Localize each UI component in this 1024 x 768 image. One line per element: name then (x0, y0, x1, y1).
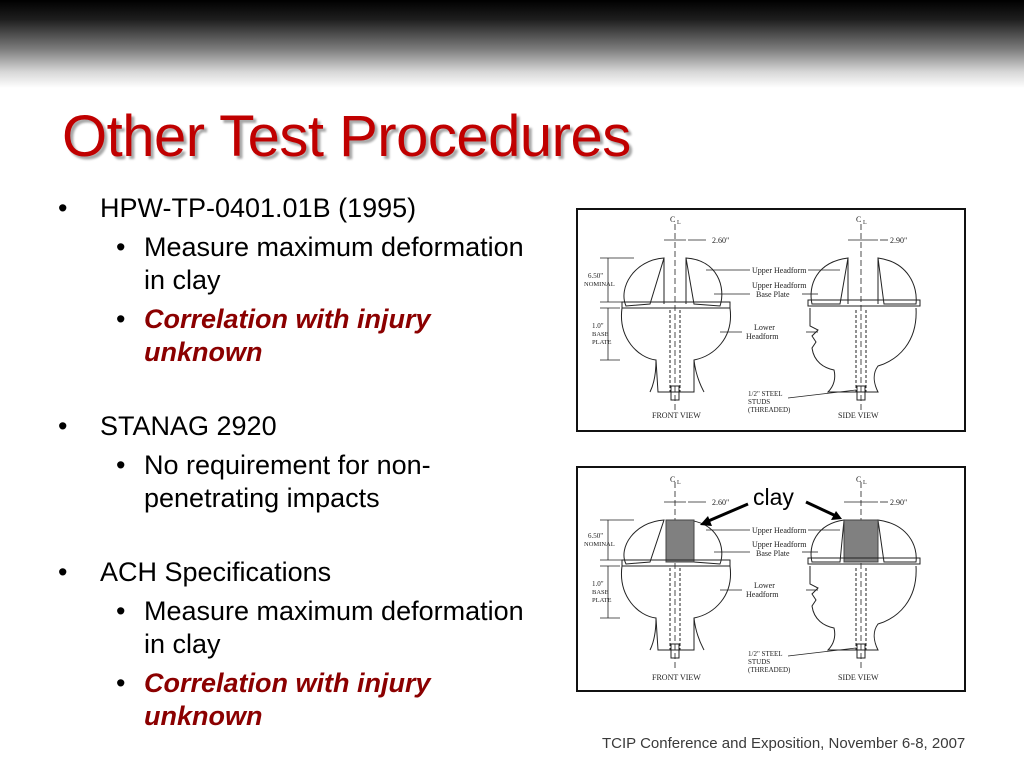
studs-label: 1/2" STEEL (748, 650, 783, 658)
front-view-label: FRONT VIEW (652, 673, 701, 682)
svg-text:L: L (677, 220, 681, 226)
side-view-label: SIDE VIEW (838, 411, 879, 420)
front-width-dim: 2.60" (712, 236, 730, 245)
bullet-dot: • (58, 557, 68, 587)
svg-text:PLATE: PLATE (592, 597, 612, 604)
svg-text:NOMINAL: NOMINAL (584, 541, 615, 548)
upper-base-plate-label: Upper Headform (752, 281, 807, 290)
svg-text:BASE: BASE (592, 331, 609, 338)
bullet-dot: • (116, 450, 126, 480)
bullet-dot: • (116, 668, 126, 698)
diagram-labels (584, 215, 907, 420)
sub-bullet-item (116, 231, 528, 297)
svg-text:STUDS: STUDS (748, 398, 771, 406)
upper-headform-label: Upper Headform (752, 266, 807, 275)
svg-text:(THREADED): (THREADED) (748, 406, 791, 414)
side-view-headform (808, 224, 920, 410)
clay-block-side (844, 520, 878, 562)
svg-text:Headform: Headform (746, 332, 779, 341)
headform-diagram-figure (576, 208, 966, 432)
svg-text:L: L (863, 220, 867, 226)
bullet-dot: • (116, 304, 126, 334)
front-view-label: FRONT VIEW (652, 411, 701, 420)
top-gradient-bar (0, 0, 1024, 88)
front-view-headform (621, 482, 730, 668)
sub-bullet-text: No requirement for non-penetrating impacts (144, 450, 431, 513)
bullet-item (58, 192, 528, 225)
bullet-dot: • (116, 596, 126, 626)
side-width-dim: 2.90" (890, 236, 908, 245)
height-dim: 6.50" (588, 272, 604, 280)
upper-base-plate-label: Upper Headform (752, 540, 807, 549)
base-dim: 1.0" (592, 322, 604, 330)
slide-title: Other Test Procedures (62, 104, 631, 169)
studs-label: 1/2" STEEL (748, 390, 783, 398)
centerline-label-front: C (670, 215, 676, 224)
clay-callout-label: clay (753, 484, 794, 510)
bullet-list (58, 192, 528, 733)
svg-text:Headform: Headform (746, 590, 779, 599)
sub-bullet-item (116, 667, 528, 733)
sub-bullet-text: Measure maximum deformation in clay (144, 232, 524, 295)
bullet-dot: • (58, 411, 68, 441)
slide-footer: TCIP Conference and Exposition, November 6-8, 2007 (602, 735, 966, 752)
height-dim: 6.50" (588, 532, 604, 540)
bullet-item (58, 556, 528, 589)
svg-text:(THREADED): (THREADED) (748, 666, 791, 674)
svg-text:PLATE: PLATE (592, 339, 612, 346)
centerline-label-side: C (856, 475, 862, 484)
bullet-text: ACH Specifications (100, 557, 332, 587)
sub-bullet-text-emphasis: Correlation with injury unknown (144, 304, 431, 367)
svg-text:NOMINAL: NOMINAL (584, 281, 615, 288)
side-view-label: SIDE VIEW (838, 673, 879, 682)
svg-text:L: L (863, 480, 867, 486)
front-view-headform (621, 224, 730, 410)
sub-bullet-item (116, 595, 528, 661)
base-dim: 1.0" (592, 580, 604, 588)
sub-bullet-item (116, 449, 528, 515)
bullet-dot: • (58, 193, 68, 223)
svg-text:STUDS: STUDS (748, 658, 771, 666)
bullet-text: HPW-TP-0401.01B (1995) (100, 193, 417, 223)
lower-headform-label: Lower (754, 581, 775, 590)
front-width-dim: 2.60" (712, 498, 730, 507)
svg-text:L: L (677, 480, 681, 486)
svg-text:BASE: BASE (592, 589, 609, 596)
headform-diagram (578, 210, 964, 430)
centerline-label-side: C (856, 215, 862, 224)
upper-headform-label: Upper Headform (752, 526, 807, 535)
sub-bullet-text-emphasis: Correlation with injury unknown (144, 668, 431, 731)
lower-headform-label: Lower (754, 323, 775, 332)
sub-bullet-text: Measure maximum deformation in clay (144, 596, 524, 659)
bullet-item (58, 410, 528, 443)
side-width-dim: 2.90" (890, 498, 908, 507)
svg-text:Base Plate: Base Plate (756, 290, 790, 299)
clay-block-front (666, 520, 694, 562)
centerline-label-front: C (670, 475, 676, 484)
bullet-text: STANAG 2920 (100, 411, 277, 441)
bullet-dot: • (116, 232, 126, 262)
sub-bullet-item (116, 303, 528, 369)
svg-text:Base Plate: Base Plate (756, 549, 790, 558)
